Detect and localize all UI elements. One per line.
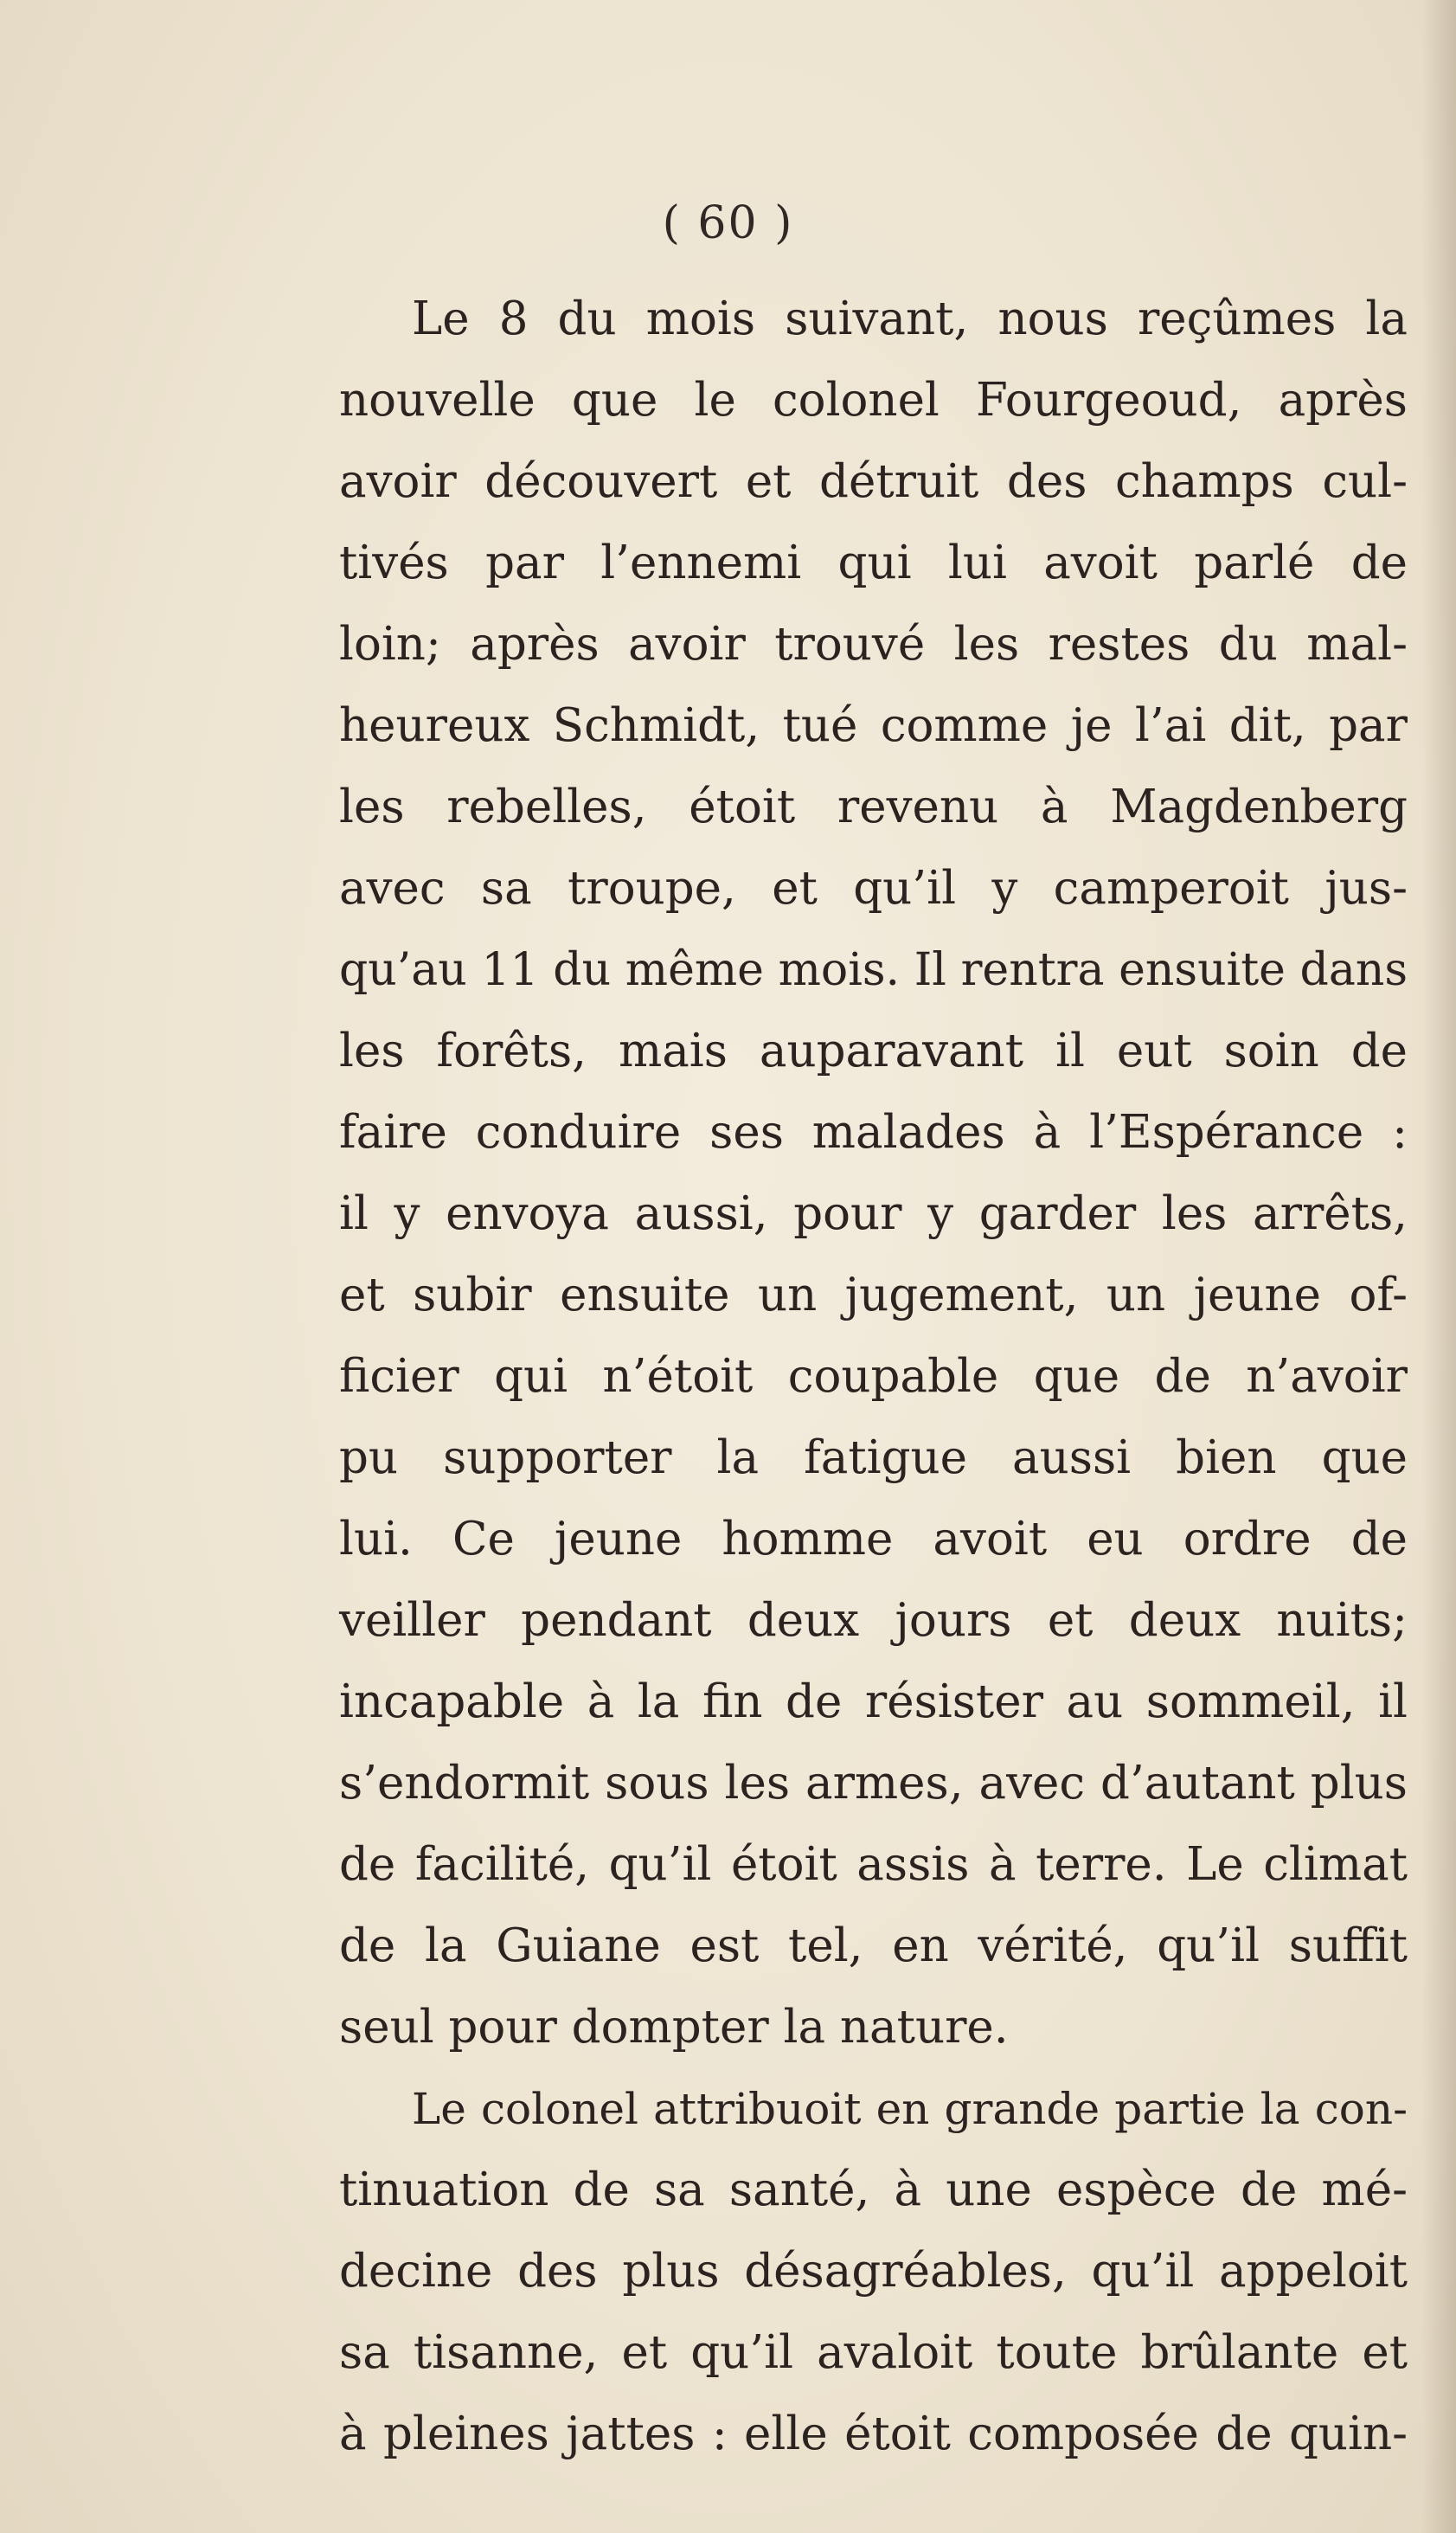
text-line: incapable à la fin de résister au sommeil, il — [339, 1675, 1408, 1728]
text-line: de la Guiane est tel, en vérité, qu’il suffit — [339, 1919, 1408, 1972]
text-line: et subir ensuite un jugement, un jeune of- — [339, 1269, 1408, 1321]
text-line: faire conduire ses malades à l’Espérance : — [339, 1106, 1408, 1159]
text-line: tivés par l’ennemi qui lui avoit parlé de — [339, 537, 1408, 589]
text-line: avoir découvert et détruit des champs cul- — [339, 455, 1408, 508]
text-line: heureux Schmidt, tué comme je l’ai dit, par — [339, 699, 1408, 752]
text-line: nouvelle que le colonel Fourgeoud, après — [339, 374, 1408, 427]
text-line: ficier qui n’étoit coupable que de n’avoir — [339, 1350, 1408, 1403]
page-edge-shadow — [1421, 0, 1456, 2533]
text-line: pu supporter la fatigue aussi bien que — [339, 1431, 1408, 1484]
text-line: s’endormit sous les armes, avec d’autant plus — [339, 1757, 1408, 1810]
text-line: qu’au 11 du même mois. Il rentra ensuite dans — [339, 944, 1408, 996]
text-line: à pleines jattes : elle étoit composée de quin- — [339, 2408, 1408, 2460]
text-line: avec sa troupe, et qu’il y camperoit jus- — [339, 862, 1408, 915]
text-line: sa tisanne, et qu’il avaloit toute brûlante et — [339, 2326, 1408, 2379]
text-line: veiller pendant deux jours et deux nuits; — [339, 1594, 1408, 1647]
text-line: de facilité, qu’il étoit assis à terre. Le climat — [339, 1838, 1408, 1891]
text-line: tinuation de sa santé, à une espèce de mé- — [339, 2163, 1408, 2216]
text-line: les forêts, mais auparavant il eut soin de — [339, 1025, 1408, 1077]
page-number: ( 60 ) — [662, 197, 794, 249]
body-text — [339, 279, 1408, 2475]
text-line: Le colonel attribuoit en grande partie la con- — [412, 2084, 1408, 2134]
text-line: seul pour dompter la nature. — [339, 2001, 1009, 2054]
text-line: loin; après avoir trouvé les restes du mal- — [339, 618, 1408, 671]
text-line: lui. Ce jeune homme avoit eu ordre de — [339, 1513, 1408, 1565]
text-line: Le 8 du mois suivant, nous reçûmes la — [412, 293, 1408, 345]
text-line: decine des plus désagréables, qu’il appeloit — [339, 2245, 1408, 2298]
text-line: il y envoya aussi, pour y garder les arrêts, — [339, 1187, 1408, 1240]
text-line: les rebelles, étoit revenu à Magdenberg — [339, 781, 1408, 833]
